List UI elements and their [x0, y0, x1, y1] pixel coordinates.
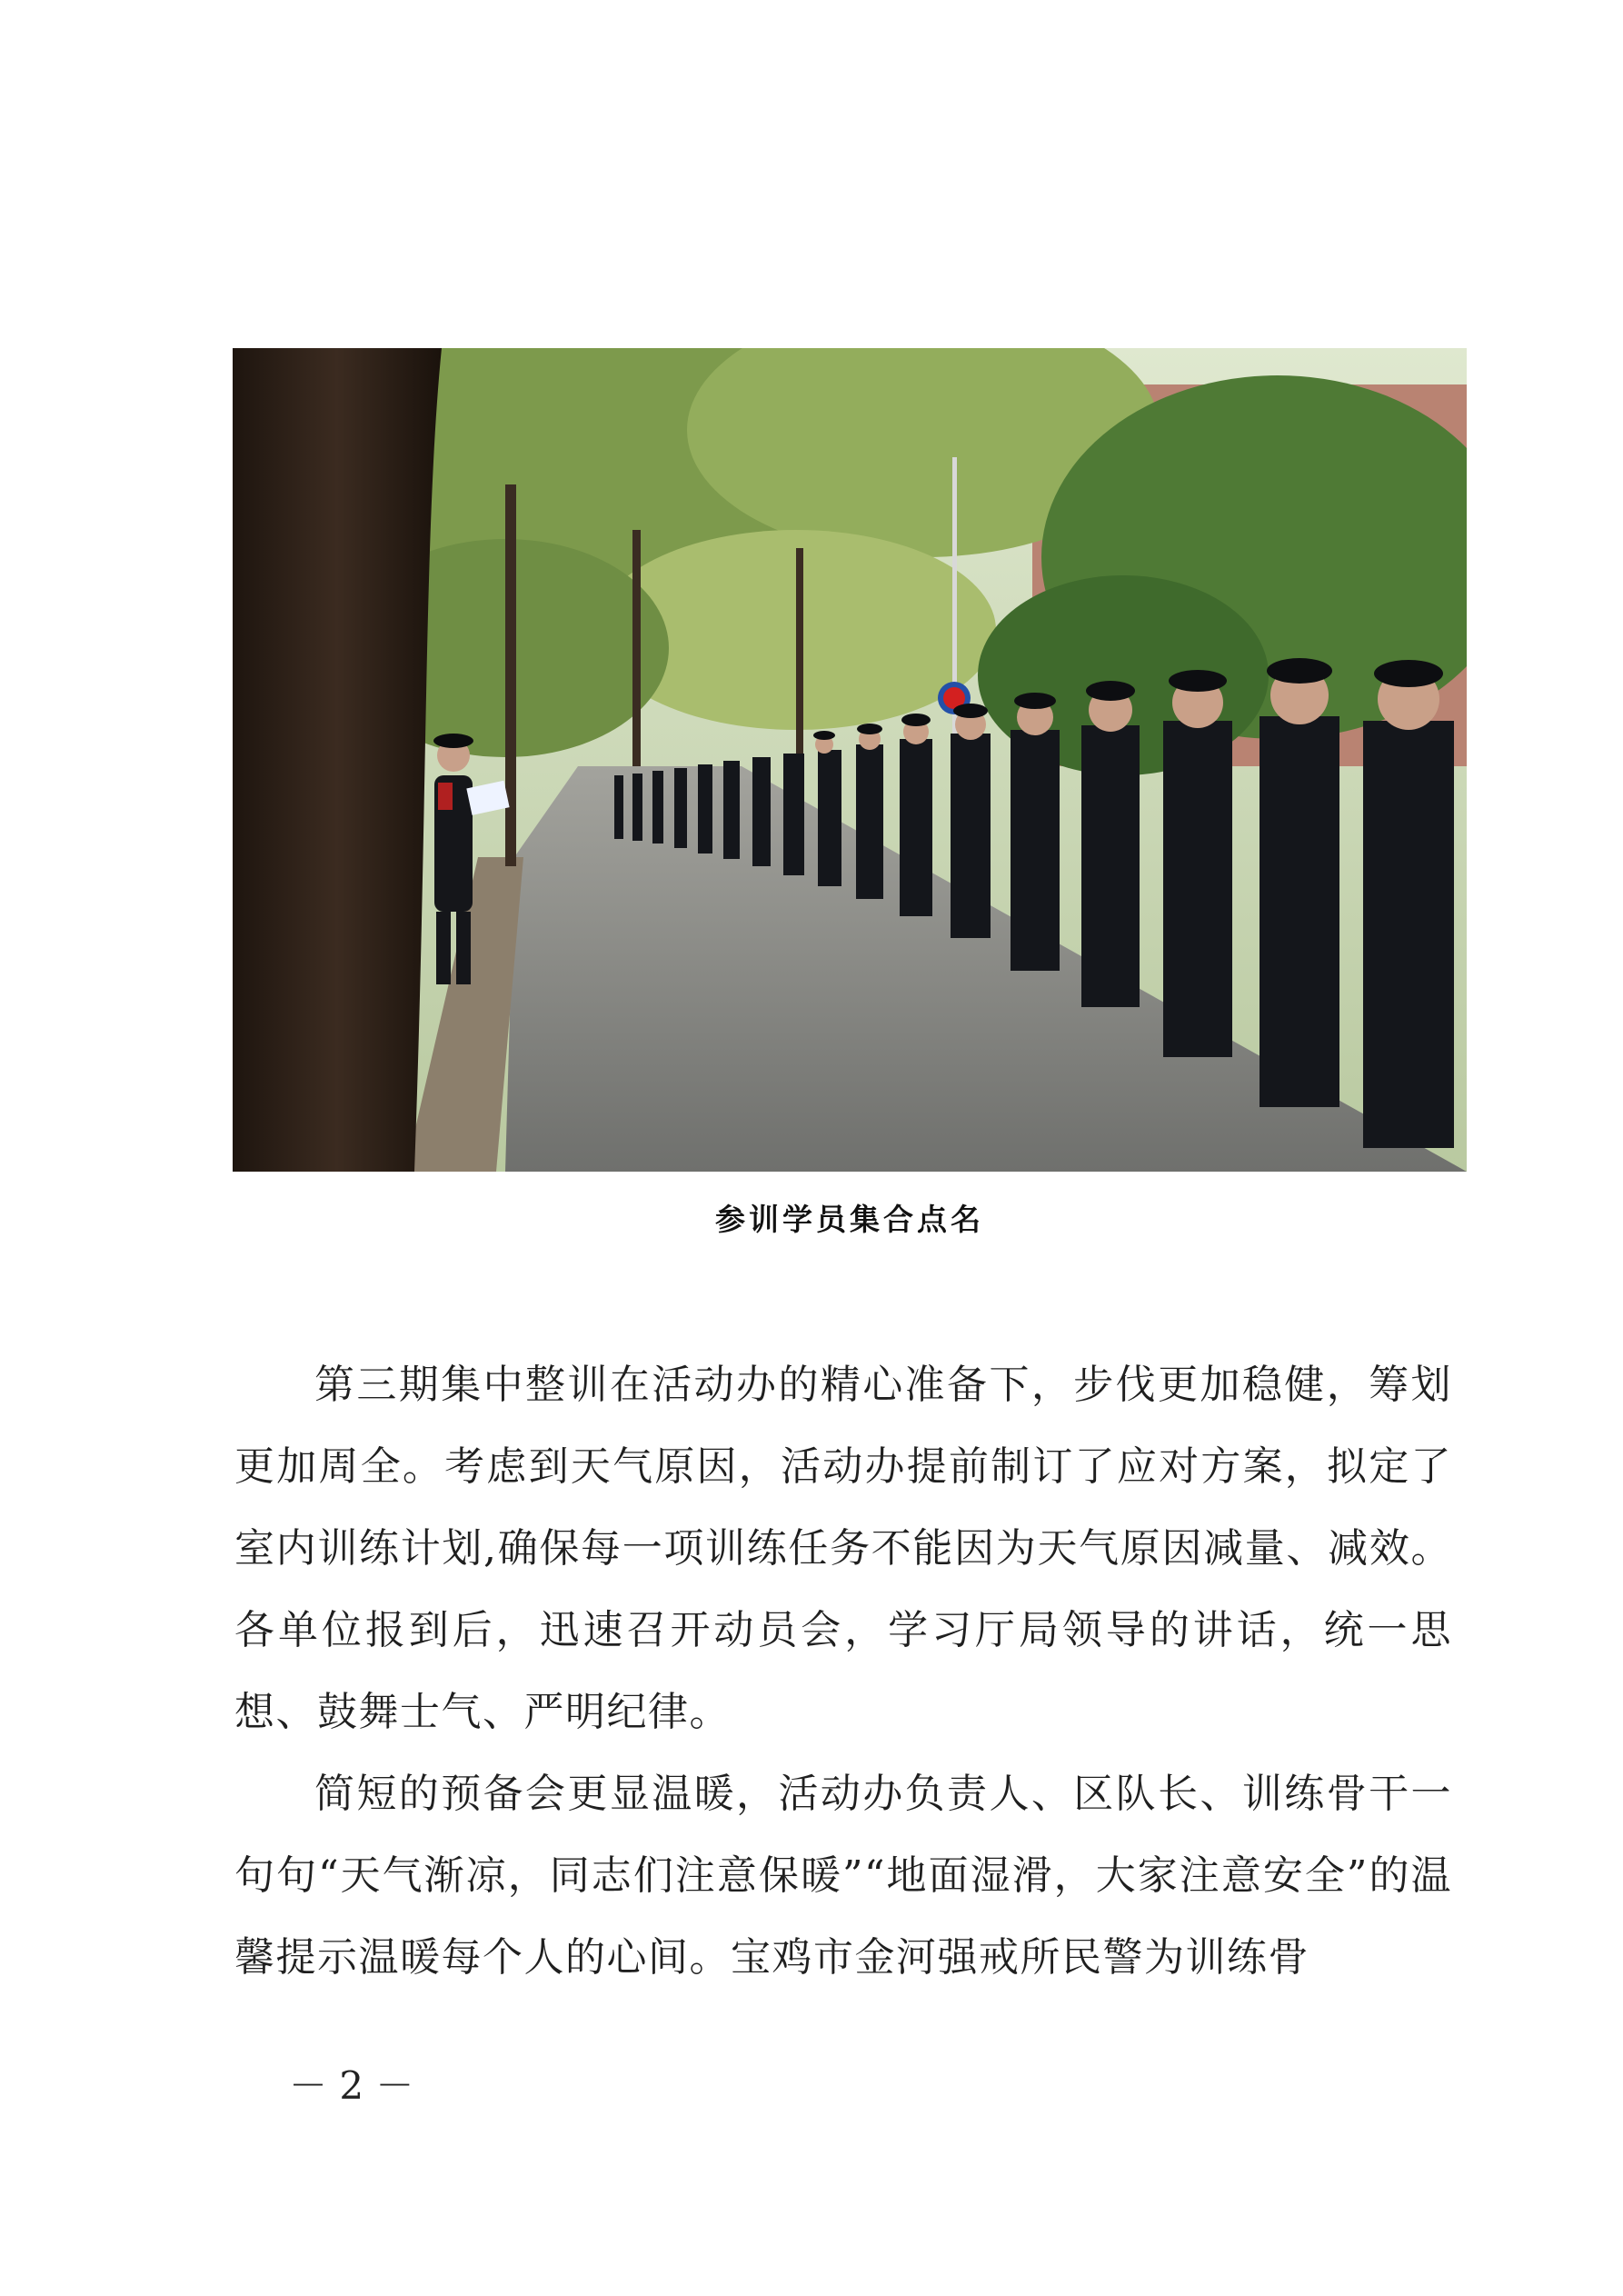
photo-illustration: [233, 348, 1467, 1172]
paragraph-1: 第三期集中整训在活动办的精心准备下，步伐更加稳健，筹划更加周全。考虑到天气原因，活动办提前制订了应对方案，拟定了室内训练计划,确保每一项训练任务不能因为天气原因减量、减效。各单位报到后，迅速召开动员会，学习厅局领导的讲话，统一思想、鼓舞士气、严明纪律。: [234, 1362, 1452, 1735]
page-number: － 2 －: [289, 2063, 414, 2108]
assembly-photo: [233, 348, 1467, 1172]
article-body: [234, 1344, 1452, 1999]
paragraph-2: 简短的预备会更显温暖，活动办负责人、区队长、训练骨干一句句“天气渐凉，同志们注意保暖”“地面湿滑，大家注意安全”的温馨提示温暖每个人的心间。宝鸡市金河强戒所民警为训练骨: [234, 1771, 1452, 1981]
photo-caption: 参训学员集合点名: [715, 1202, 984, 1237]
